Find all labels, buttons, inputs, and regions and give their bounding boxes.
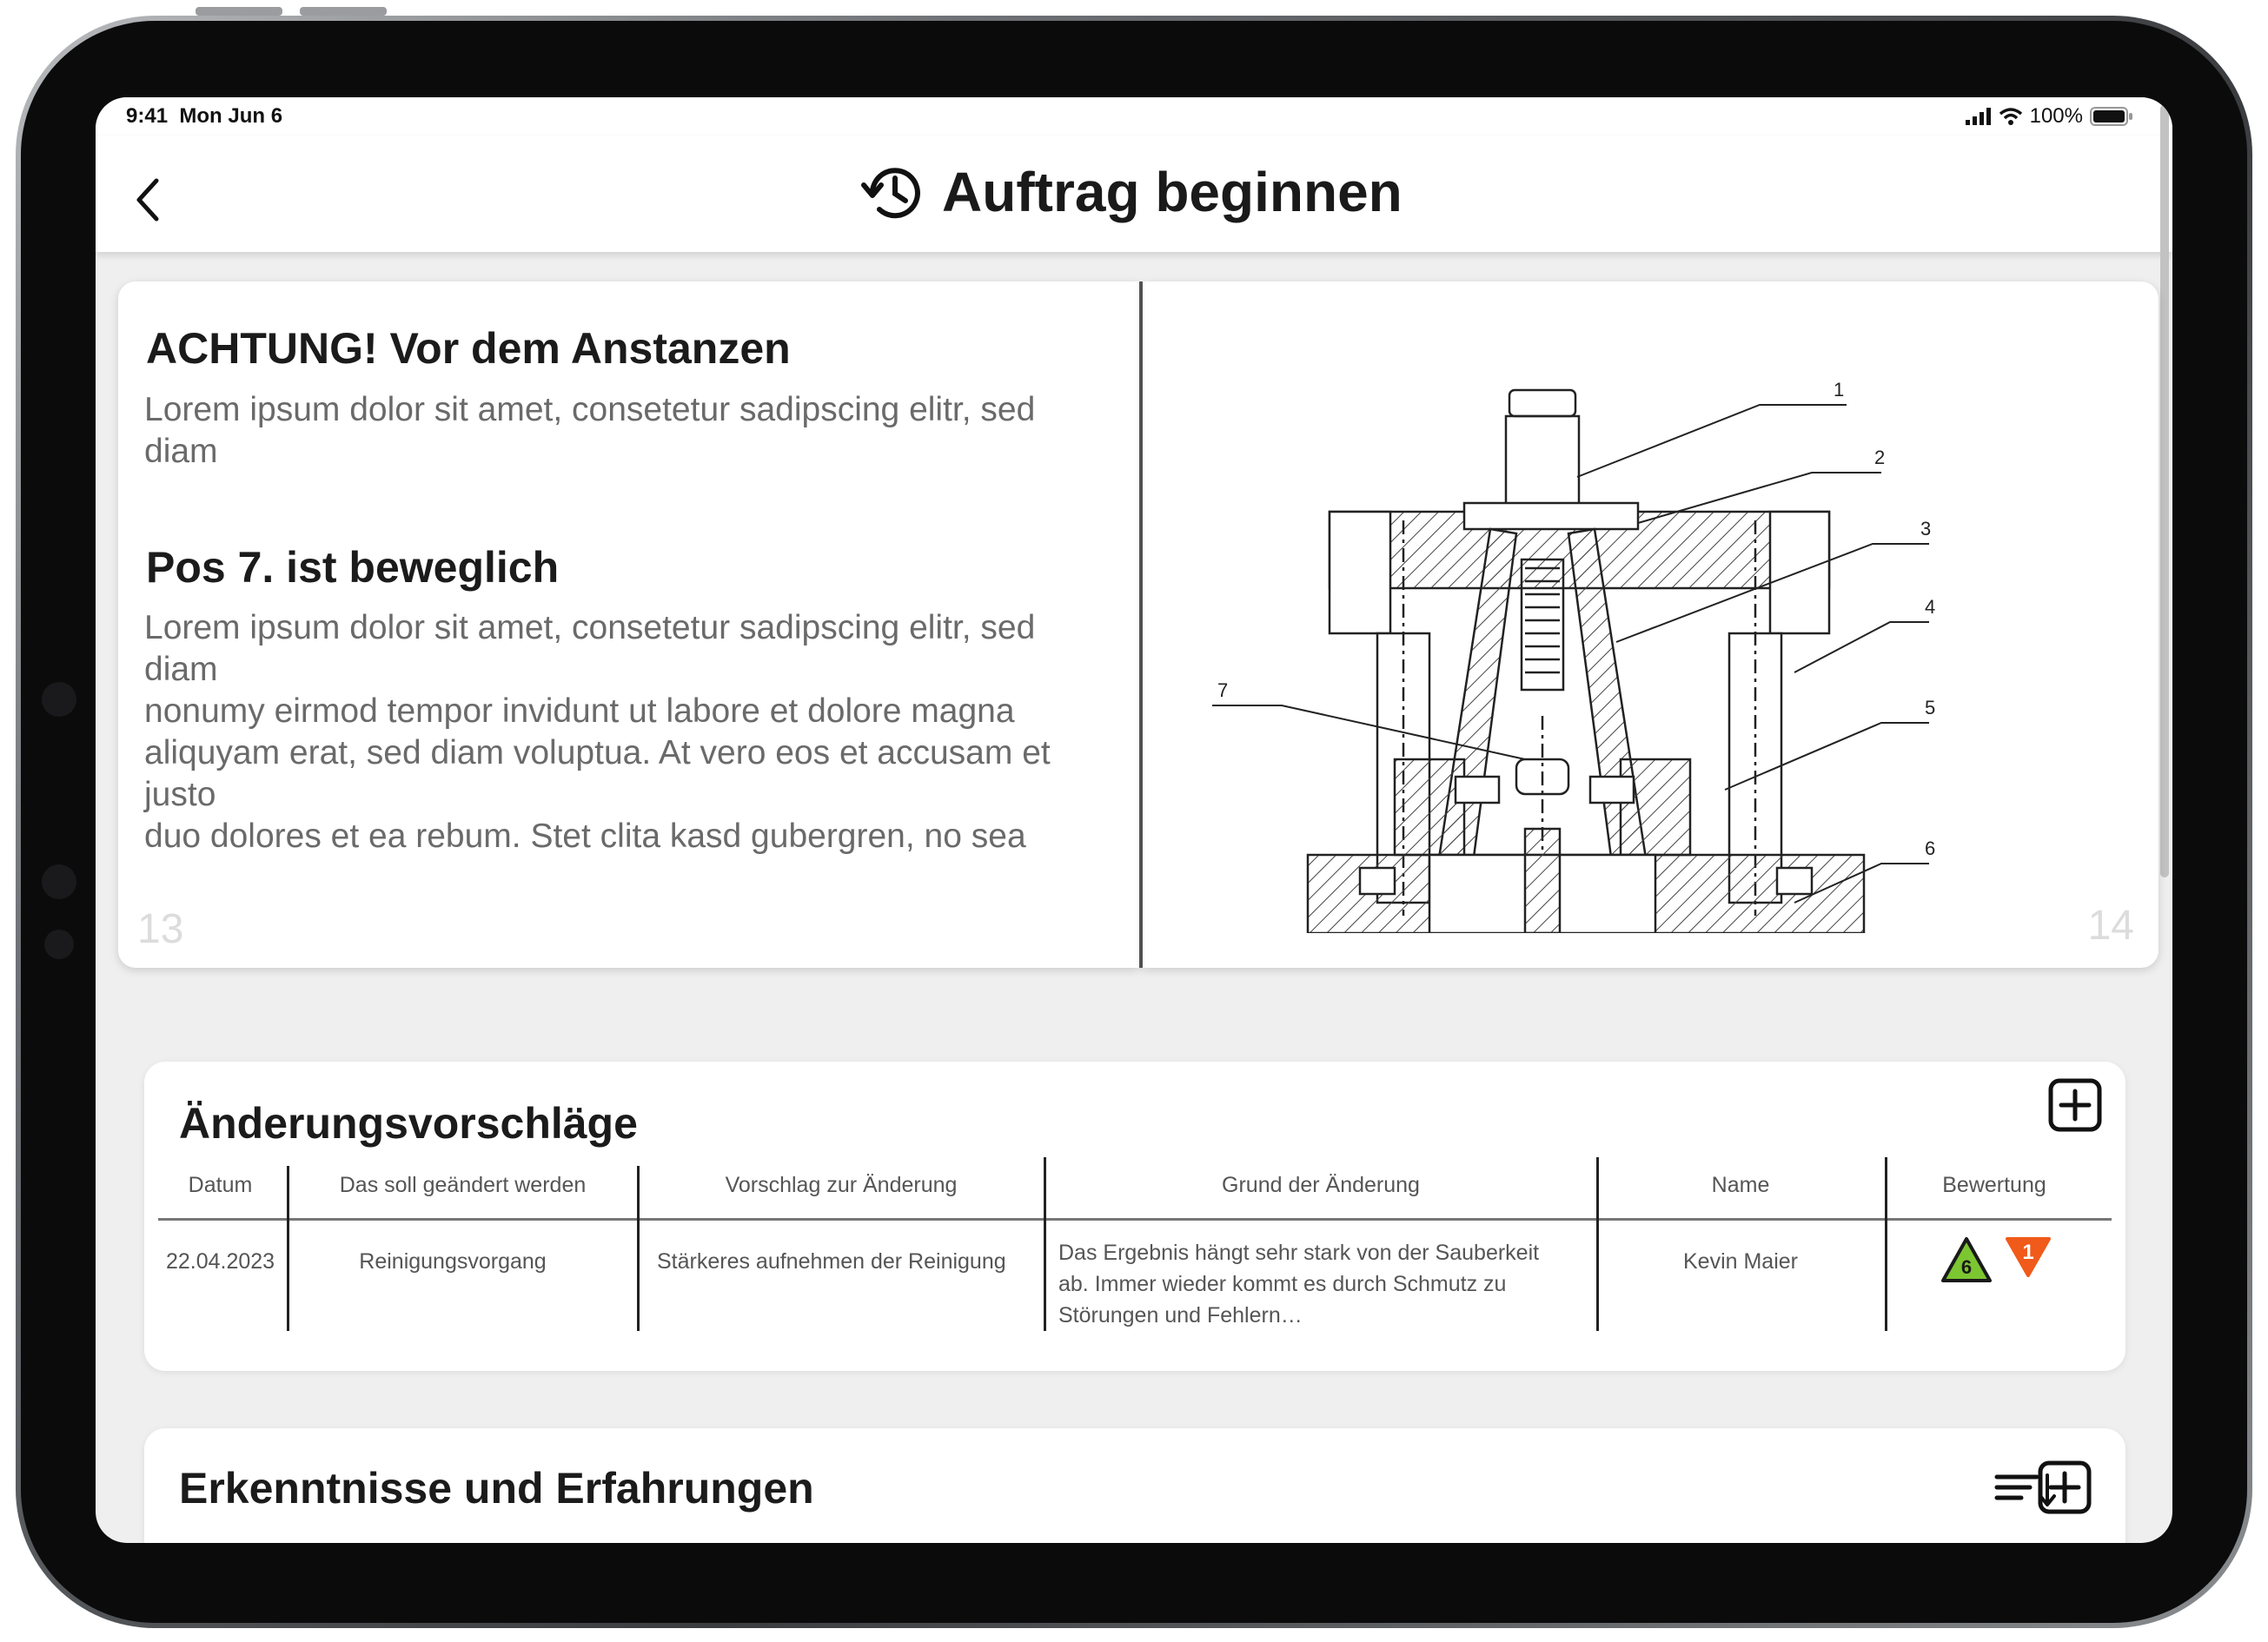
technical-drawing [1195, 308, 2099, 933]
callout-label: 1 [1834, 379, 1845, 401]
manual-page-right [1143, 281, 2159, 968]
position-heading: Pos 7. ist beweglich [146, 543, 560, 592]
scrollbar[interactable] [2160, 104, 2169, 877]
callout-label: 6 [1925, 838, 1936, 859]
column-divider [287, 1166, 289, 1331]
column-header-bewertung[interactable]: Bewertung [1942, 1173, 2046, 1197]
cell-grund [1058, 1237, 1588, 1331]
status-time [126, 104, 282, 129]
navigation-bar [96, 136, 2172, 252]
page-title-group [860, 153, 1403, 231]
callout-label: 2 [1874, 447, 1886, 468]
column-header-grund[interactable]: Grund der Änderung [1222, 1173, 1420, 1197]
cell-grund-line: Das Ergebnis hängt sehr stark von der Sauberkeit [1058, 1241, 1540, 1265]
page-number-left: 13 [137, 906, 184, 952]
upvote-count: 6 [1960, 1256, 1973, 1278]
text-line: justo [144, 776, 216, 813]
position-text [144, 607, 1100, 857]
side-sensor [42, 682, 76, 717]
column-header-was[interactable]: Das soll geändert werden [339, 1173, 587, 1197]
change-proposals-title: Änderungsvorschläge [179, 1099, 638, 1148]
app-screen [96, 97, 2172, 1543]
manual-page-left [118, 281, 1139, 968]
cell-datum: 22.04.2023 [165, 1249, 275, 1274]
callout-label: 5 [1925, 697, 1936, 718]
column-divider [1885, 1157, 1887, 1331]
column-divider [637, 1166, 640, 1331]
downvote-count: 1 [2022, 1241, 2034, 1264]
warning-text: Lorem ipsum dolor sit amet, consetetur sadipscing elitr, sed diam [144, 391, 1036, 470]
text-line: diam [144, 651, 218, 688]
status-bar [96, 97, 2172, 136]
history-icon [860, 159, 926, 225]
side-sensor [42, 864, 76, 899]
cell-vorschlag: Stärkeres aufnehmen der Reinigung [657, 1249, 1006, 1274]
upvote-button[interactable] [1940, 1235, 1993, 1284]
text-line: aliquyam erat, sed diam voluptua. At vero eos et accusam et [144, 734, 1051, 771]
downvote-button[interactable] [2004, 1235, 2052, 1279]
column-divider [1044, 1157, 1046, 1331]
status-indicators [1966, 104, 2133, 129]
insights-title: Erkenntnisse und Erfahrungen [179, 1464, 814, 1513]
insights-card [144, 1428, 2125, 1543]
text-line: duo dolores et ea rebum. Stet clita kasd gubergren, no sea [144, 818, 1026, 855]
status-clock: 9:41 [126, 104, 169, 128]
add-square-icon[interactable] [2037, 1460, 2092, 1515]
status-date: Mon Jun 6 [179, 104, 283, 128]
cell-grund-line: ab. Immer wieder kommt es durch Schmutz zu [1058, 1272, 1507, 1296]
table-header-divider [158, 1218, 2112, 1221]
battery-percent: 100% [2029, 104, 2083, 128]
page-number-right: 14 [2087, 903, 2134, 949]
column-divider [1596, 1157, 1599, 1331]
page-title: Auftrag beginnen [942, 161, 1403, 223]
column-header-vorschlag[interactable]: Vorschlag zur Änderung [725, 1173, 958, 1197]
warning-heading: ACHTUNG! Vor dem Anstanzen [146, 324, 791, 373]
cell-was: Reinigungsvorgang [359, 1249, 547, 1274]
column-header-datum[interactable]: Datum [188, 1173, 253, 1197]
cell-name: Kevin Maier [1683, 1249, 1798, 1274]
callout-label: 4 [1925, 596, 1936, 618]
add-square-icon[interactable] [2047, 1077, 2103, 1133]
battery-icon [2090, 106, 2133, 127]
text-line: nonumy eirmod tempor invidunt ut labore et dolore magna [144, 692, 1015, 730]
change-proposals-card [144, 1062, 2125, 1371]
text-line: Lorem ipsum dolor sit amet, consetetur sadipscing elitr, sed [144, 609, 1036, 646]
hardware-button [196, 7, 282, 16]
signal-icon [1966, 108, 1992, 125]
hardware-button [300, 7, 387, 16]
callout-label: 3 [1920, 518, 1932, 540]
manual-viewer[interactable] [118, 281, 2159, 968]
wifi-icon [1999, 107, 2023, 126]
back-chevron-icon[interactable] [130, 174, 165, 226]
column-header-name[interactable]: Name [1711, 1173, 1770, 1197]
cell-grund-line: Störungen und Fehlern… [1058, 1303, 1303, 1328]
callout-label: 7 [1217, 679, 1229, 701]
side-sensor [44, 930, 74, 959]
